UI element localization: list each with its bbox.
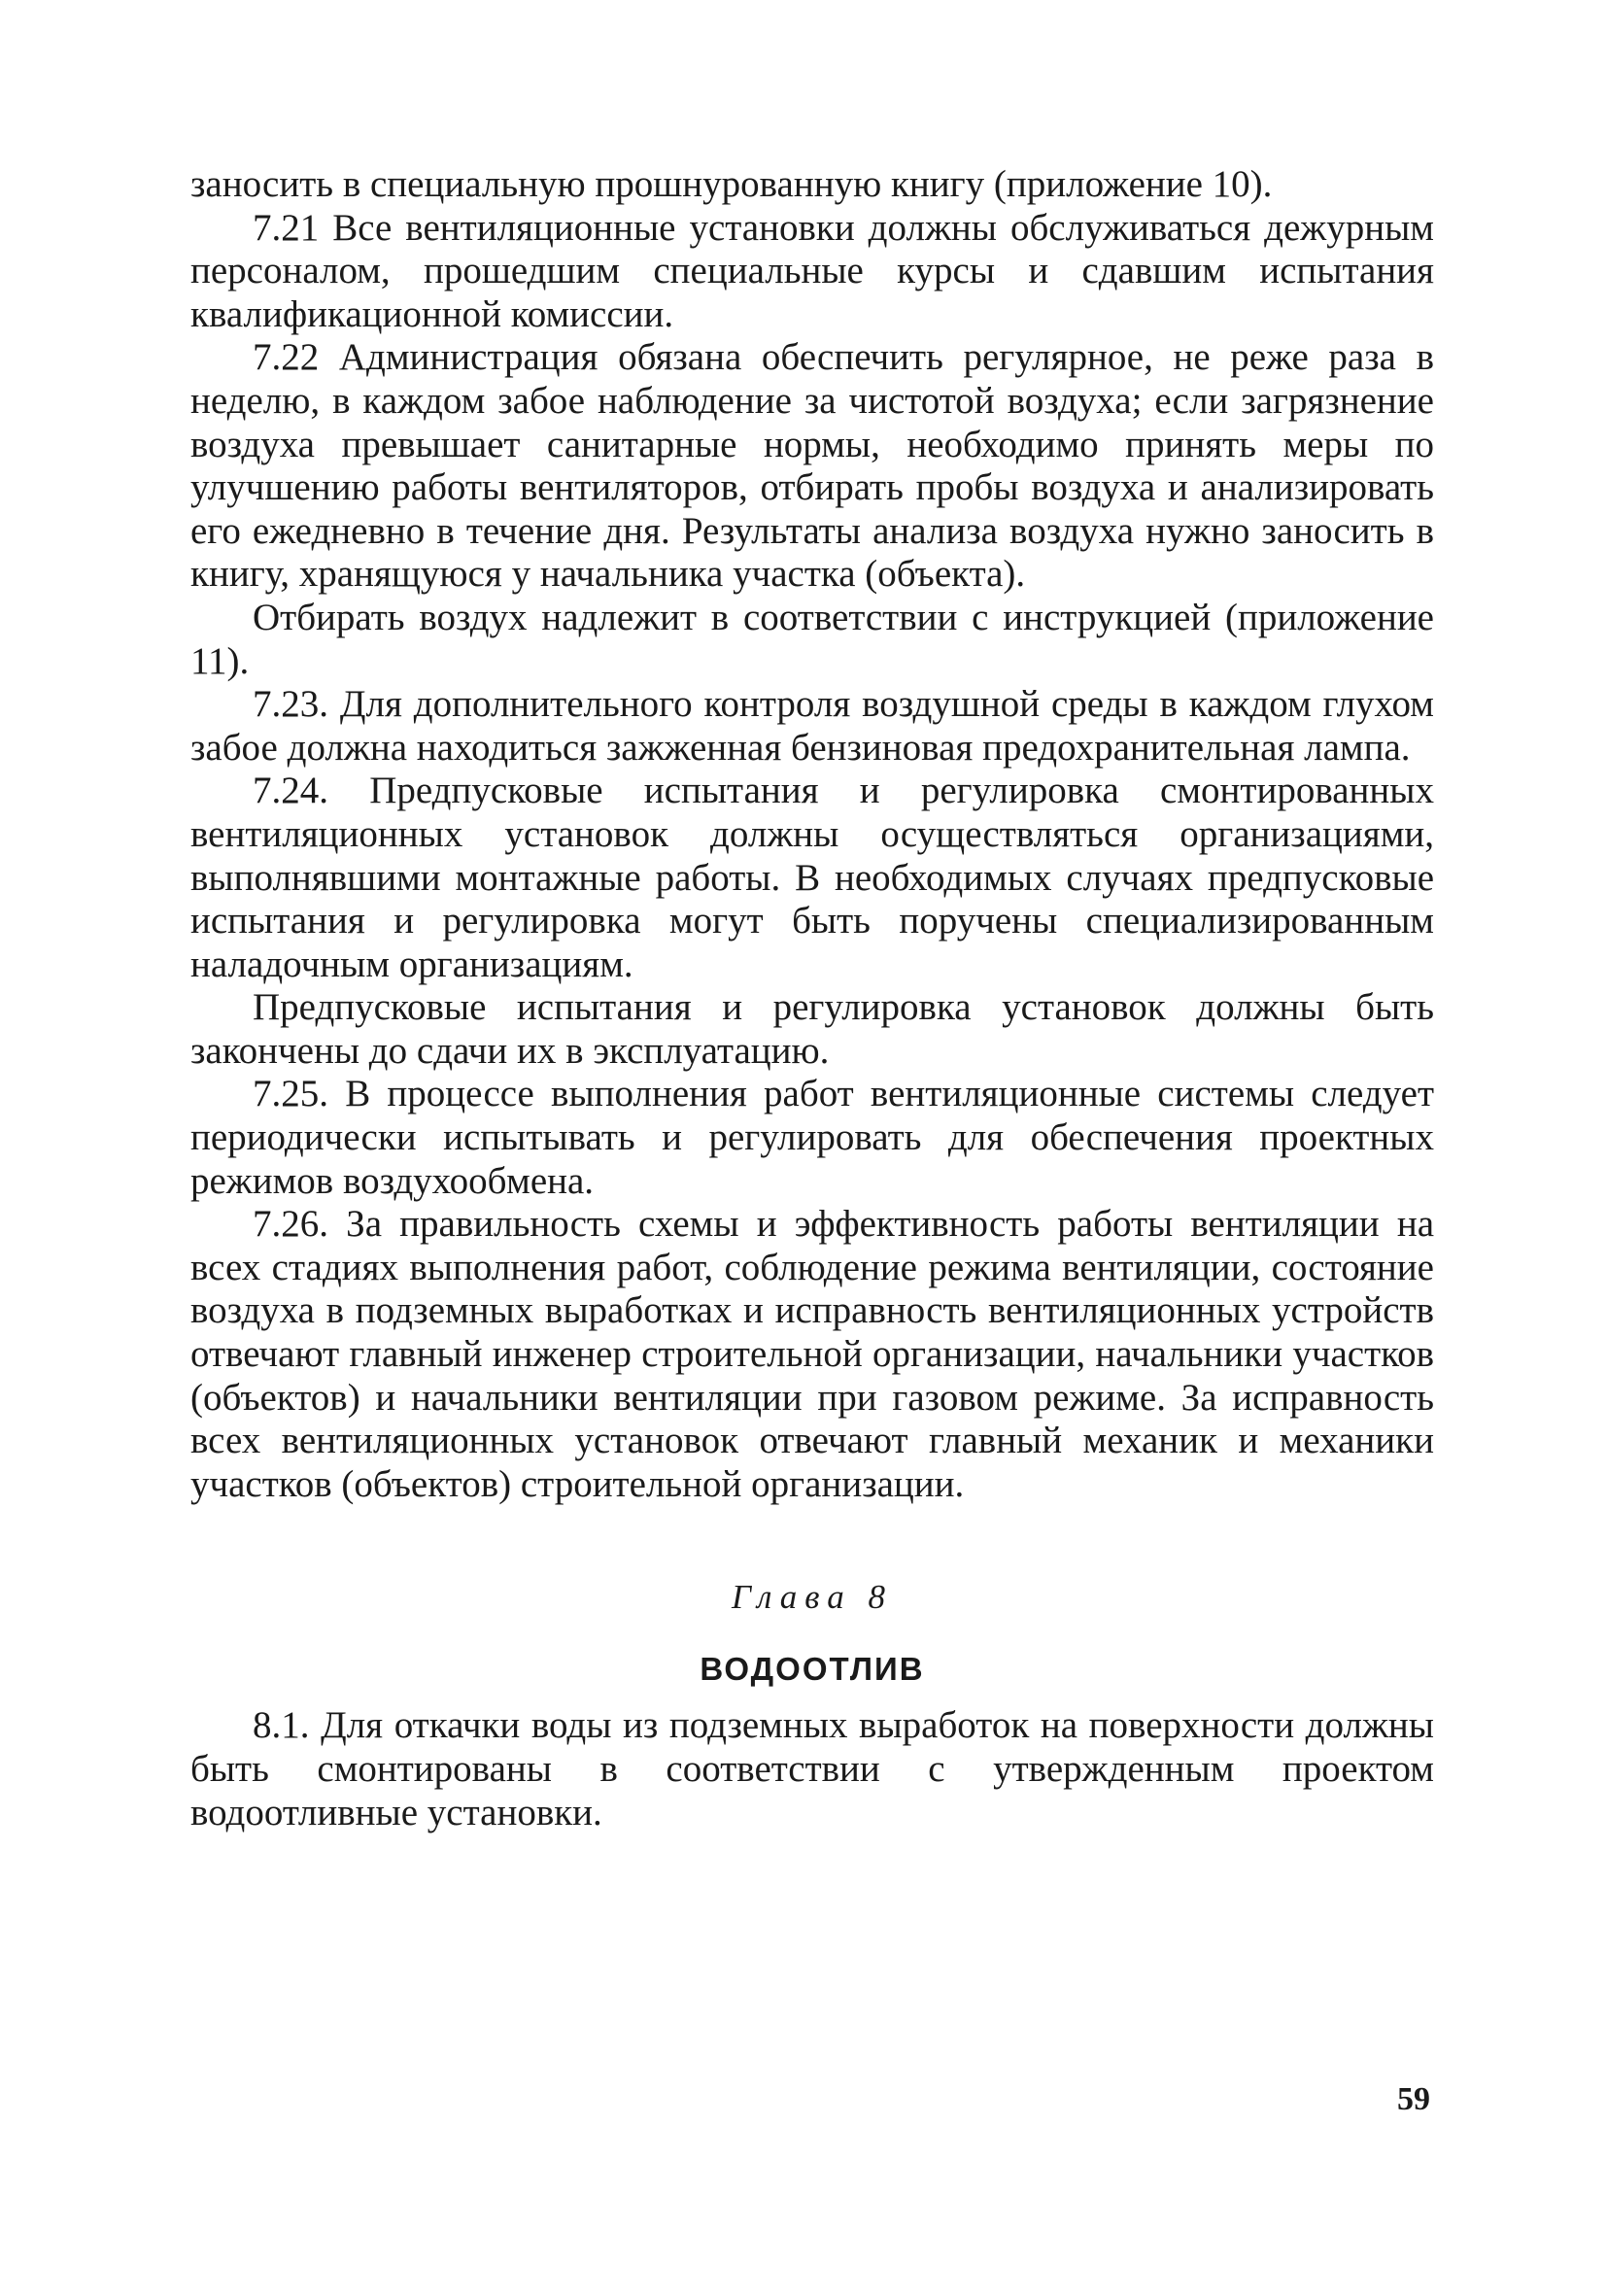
chapter-label: Глава 8 xyxy=(732,1578,893,1617)
page-number: 59 xyxy=(1397,2081,1430,2117)
paragraph-8-1: 8.1. Для откачки воды из подземных выработок на поверхности должны быть смонтированы в соответствии с утвержденным проектом водоотливные установки. xyxy=(190,1704,1434,1833)
paragraph-7-23: 7.23. Для дополнительного контроля воздушной среды в каждом глухом забое должна находиться зажженная бензиновая предохранительная лампа. xyxy=(190,683,1434,769)
paragraph-7-21: 7.21 Все вентиляционные установки должны обслуживаться дежурным персоналом, прошедшим специальные курсы и сдавшим испытания квалификационной комиссии. xyxy=(190,206,1434,335)
paragraph-7-26: 7.26. За правильность схемы и эффективность работы вентиляции на всех стадиях выполнения работ, соблюдение режима вентиляции, состояние воздуха в подземных выработках и исправность вентиляционных устройств отвечают главный инженер строительной организации, начальники участков (объектов) и начальники вентиляции при газовом режиме. За исправность всех вентиляционных установок отвечают главный механик и механики участков (объектов) строительной организации. xyxy=(190,1203,1434,1505)
chapter-heading xyxy=(190,1576,1434,1691)
paragraph-continuation: заносить в специальную прошнурованную книгу (приложение 10). xyxy=(190,163,1273,205)
chapter-title: ВОДООТЛИВ xyxy=(700,1651,925,1688)
page-body xyxy=(190,163,1434,1834)
paragraph-7-25: 7.25. В процессе выполнения работ вентиляционные системы следует периодически испытывать и регулировать для обеспечения проектных режимов воздухообмена. xyxy=(190,1073,1434,1202)
paragraph-7-24: 7.24. Предпусковые испытания и регулировка смонтированных вентиляционных установок должны осуществляться организациями, выполнявшими монтажные работы. В необходимых случаях предпусковые испытания и регулировка могут быть поручены специализированным наладочным организациям. xyxy=(190,770,1434,985)
paragraph-prestart-tests: Предпусковые испытания и регулировка установок должны быть закончены до сдачи их в эксплуатацию. xyxy=(190,986,1434,1072)
paragraph-7-22: 7.22 Администрация обязана обеспечить регулярное, не реже раза в неделю, в каждом забое наблюдение за чистотой воздуха; если загрязнение воздуха превышает санитарные нормы, необходимо принять меры по улучшению работы вентиляторов, отбирать пробы воздуха и анализировать его ежедневно в течение дня. Результаты анализа воздуха нужно заносить в книгу, хранящуюся у начальника участка (объекта). xyxy=(190,336,1434,596)
paragraph-air-sampling: Отбирать воздух надлежит в соответствии с инструкцией (приложение 11). xyxy=(190,596,1434,682)
